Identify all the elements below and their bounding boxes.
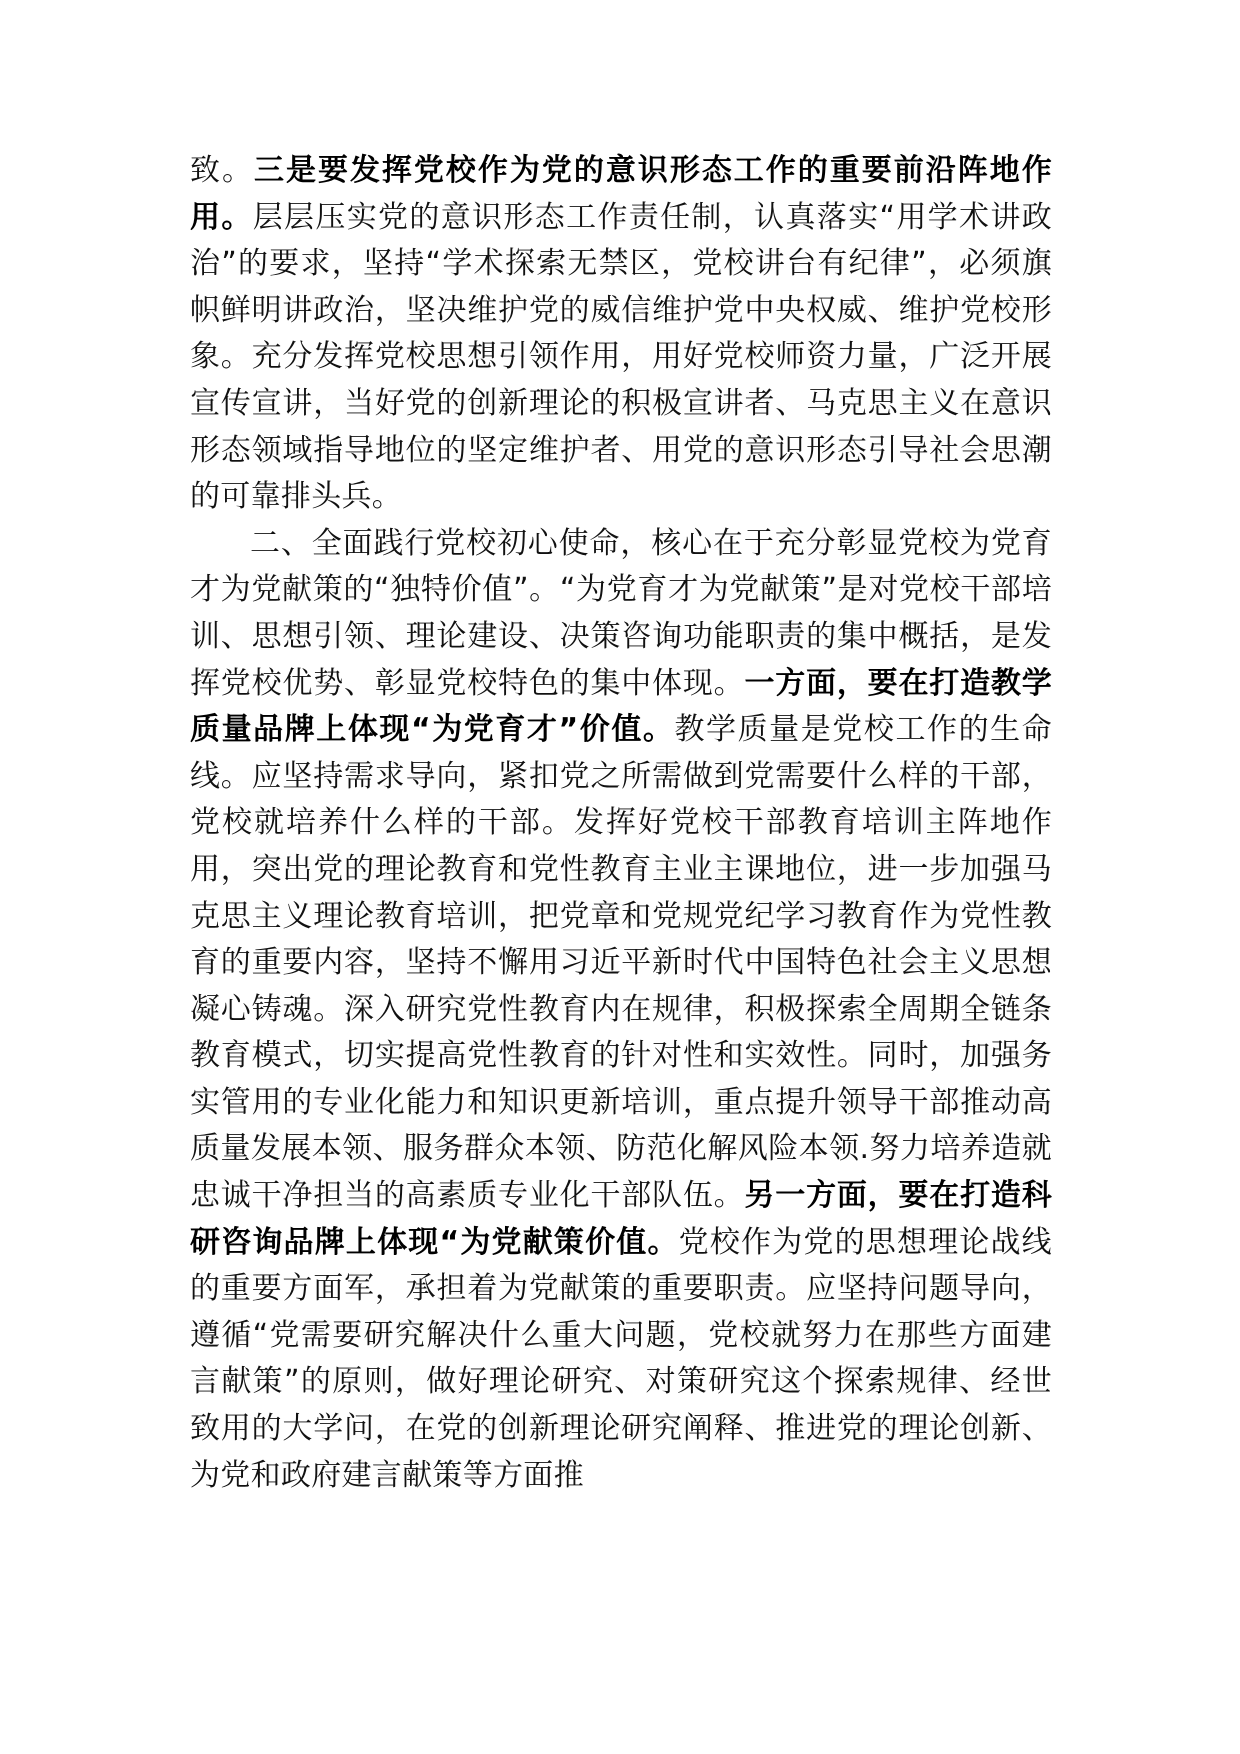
text-run: 党校作为党的思想理论战线的重要方面军，承担着为党献策的重要职责。应坚持问题导向，遵循“党需要研究解决什么重大问题，党校就努力在那些方面建言献策”的原则，做好理论研究、对策研究这个探索规律、经世致用的大学问，在党的创新理论研究阐释、推进党的理论创新、为党和政府建言献策等方面推	[190, 1224, 1052, 1493]
bold-heading-run: 三是要发挥党校作为党的意识形态工作的重要前沿阵地作用。	[190, 153, 1052, 235]
text-run: 致。	[190, 153, 254, 188]
bold-heading-run: 另一方面，要在打造科研咨询品牌上体现“为党献策价值。	[190, 1178, 1052, 1260]
text-run: 教学质量是党校工作的生命线。应坚持需求导向，紧扣党之所需做到党需要什么样的干部，党校就培养什么样的干部。发挥好党校干部教育培训主阵地作用，突出党的理论教育和党性教育主业主课地位，进一步加强马克思主义理论教育培训，把党章和党规党纪学习教育作为党性教育的重要内容，坚持不懈用习近平新时代中国特色社会主义思想凝心铸魂。深入研究党性教育内在规律，积极探索全周期全链条教育模式，切实提高党性教育的针对性和实效性。同时，加强务实管用的专业化能力和知识更新培训，重点提升领导干部推动高质量发展本领、服务群众本领、防范化解风险本领.努力培养造就忠诚干净担当的高素质专业化干部队伍。	[190, 712, 1052, 1214]
bold-heading-run: 一方面，要在打造教学质量品牌上体现“为党育才”价值。	[190, 665, 1052, 748]
text-run: 层层压实党的意识形态工作责任制，认真落实“用学术讲政治”的要求，坚持“学术探索无禁区，党校讲台有纪律”，必须旗帜鲜明讲政治，坚决维护党的威信维护党中央权威、维护党校形象。充分发挥党校思想引领作用，用好党校师资力量，广泛开展宣传宣讲，当好党的创新理论的积极宣讲者、马克思主义在意识形态领域指导地位的坚定维护者、用党的意识形态引导社会思潮的可靠排头兵。	[190, 199, 1052, 515]
body-text	[190, 148, 1052, 1499]
text-run: 二、全面践行党校初心使命，核心在于充分彰显党校为党育才为党献策的“独特价值”。“为党育才为党献策”是对党校干部培训、思想引领、理论建设、决策咨询功能职责的集中概括，是发挥党校优势、彰显党校特色的集中体现。	[190, 525, 1052, 701]
paragraph-ideology-front	[190, 148, 1052, 521]
paragraph-section-two	[190, 521, 1052, 1499]
